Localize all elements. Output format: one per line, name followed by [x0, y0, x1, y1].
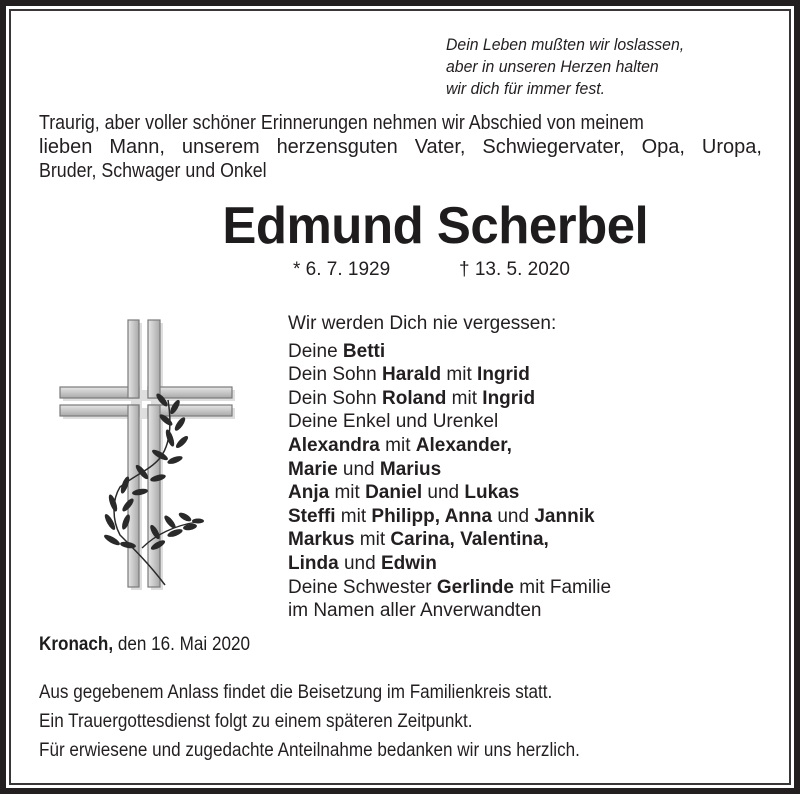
date: den 16. Mai 2020 [113, 634, 251, 655]
deceased-name [0, 196, 800, 256]
mourner-text: mit [335, 505, 372, 527]
mourner-name: Carina, Valentina, [390, 529, 549, 551]
mourner-text: mit [379, 434, 416, 456]
mourner-line [288, 576, 611, 600]
note-line: Für erwiesene und zugedachte Anteilnahme bedanken wir uns herzlich. [39, 740, 580, 761]
mourner-text: und [492, 505, 535, 527]
mourner-line [288, 363, 611, 387]
mourner-lines [288, 340, 611, 623]
intro-paragraph [39, 111, 762, 183]
quote-line: Dein Leben mußten wir loslassen, [446, 35, 685, 54]
death-date: † 13. 5. 2020 [459, 259, 570, 280]
mourner-name: Ingrid [477, 364, 530, 386]
mourner-text: und [338, 552, 381, 574]
mourner-name: Lukas [464, 482, 520, 504]
mourner-text: mit [441, 364, 478, 386]
mourner-name: Harald [382, 364, 442, 386]
mourner-name: Gerlinde [436, 576, 514, 598]
mourner-line [288, 434, 611, 458]
mourner-name: Betti [342, 340, 386, 362]
quote-line: wir dich für immer fest. [446, 79, 606, 98]
mourner-line [288, 340, 611, 364]
mourner-name: Edwin [380, 552, 437, 574]
mourner-text: mit Familie [513, 576, 612, 598]
mourner-line [288, 505, 611, 529]
cross-with-laurel-icon [55, 315, 240, 595]
intro-line-justified [39, 135, 762, 159]
birth-date: * 6. 7. 1929 [293, 259, 391, 280]
mourner-text: mit [354, 529, 391, 551]
mourner-text: mit [329, 482, 366, 504]
mourner-name: Anja [288, 482, 330, 504]
memorial-quote [446, 34, 702, 100]
mourner-name: Linda [288, 552, 339, 574]
mourner-line [288, 481, 611, 505]
mourner-name: Marie [288, 458, 338, 480]
mourner-line [288, 528, 611, 552]
mourner-name: Jannik [534, 505, 595, 527]
closing-notes [39, 678, 640, 765]
place-date [39, 633, 273, 657]
mourner-line [288, 387, 611, 411]
mourner-text: Dein Sohn [288, 364, 383, 386]
mourners-list [288, 312, 611, 623]
mourner-line [288, 599, 611, 623]
intro-word: Mann, [109, 136, 165, 158]
mourner-text: und [422, 482, 465, 504]
intro-word: unserem [181, 136, 260, 158]
note-line: Aus gegebenem Anlass findet die Beisetzung im Familienkreis statt. [39, 682, 553, 703]
mourner-name: Alexandra [288, 434, 380, 456]
mourner-text: Deine Schwester [288, 576, 437, 598]
intro-line: Bruder, Schwager und Onkel [39, 160, 267, 182]
mourner-name: Marius [379, 458, 442, 480]
mourner-line [288, 458, 611, 482]
mourner-text: und [337, 458, 380, 480]
quote-line: aber in unseren Herzen halten [446, 57, 659, 76]
intro-word: Uropa, [701, 136, 762, 158]
mourner-name: Markus [288, 529, 355, 551]
mourner-name: Steffi [288, 505, 336, 527]
mourner-name: Alexander, [415, 434, 512, 456]
intro-word: herzensguten [276, 136, 398, 158]
intro-word: Opa, [641, 136, 685, 158]
intro-word: Schwiegervater, [482, 136, 625, 158]
intro-word: lieben [39, 136, 93, 158]
mourner-text: mit [446, 387, 483, 409]
mourner-name: Ingrid [482, 387, 536, 409]
mourner-name: Roland [382, 387, 447, 409]
mourners-heading: Wir werden Dich nie vergessen: [288, 313, 557, 334]
mourner-text: Dein Sohn [288, 387, 383, 409]
mourner-text: im Namen aller Anverwandten [288, 600, 542, 622]
mourner-text: Deine [288, 340, 343, 362]
mourner-name: Philipp, Anna [371, 505, 493, 527]
mourner-text: Deine Enkel und Urenkel [288, 411, 499, 433]
place: Kronach, [39, 634, 114, 655]
intro-line: Traurig, aber voller schöner Erinnerungen nehmen wir Abschied von meinem [39, 112, 644, 134]
mourner-line [288, 410, 611, 434]
mourner-name: Daniel [365, 482, 423, 504]
intro-word: Vater, [414, 136, 466, 158]
note-line: Ein Trauergottesdienst folgt zu einem späteren Zeitpunkt. [39, 711, 473, 732]
deceased-name-text: Edmund Scherbel [222, 197, 648, 255]
mourner-line [288, 552, 611, 576]
